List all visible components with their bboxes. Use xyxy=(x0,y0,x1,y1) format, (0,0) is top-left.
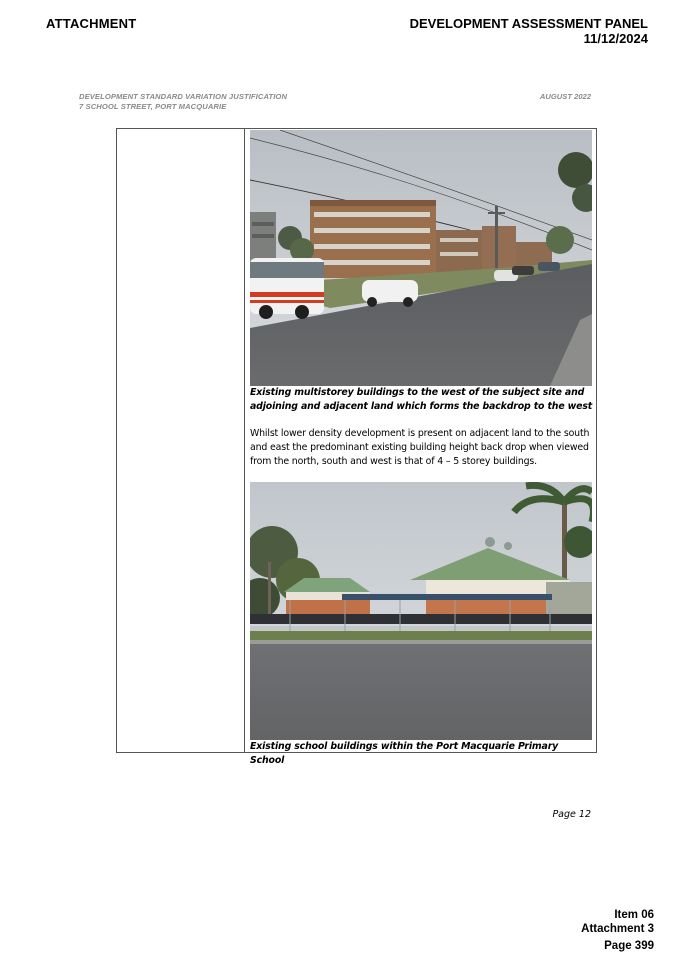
footer-attachment: Attachment 3 xyxy=(581,923,654,935)
document-date: AUGUST 2022 xyxy=(539,92,591,101)
footer-item: Item 06 xyxy=(614,909,654,921)
site-address: 7 SCHOOL STREET, PORT MACQUARIE xyxy=(79,102,227,111)
photo1-caption: Existing multistorey buildings to the west of the subject site and adjoining and adjacent land which forms the backdrop to the west xyxy=(250,387,593,412)
panel-date: 11/12/2024 xyxy=(583,31,648,46)
panel-title: DEVELOPMENT ASSESSMENT PANEL xyxy=(409,16,648,31)
document-subheader xyxy=(79,92,287,112)
column-divider xyxy=(244,129,245,752)
content-table xyxy=(116,128,597,766)
panel-heading xyxy=(410,16,648,46)
school-buildings-photo xyxy=(250,482,592,740)
footer-item-attachment xyxy=(581,908,654,936)
attachment-heading: ATTACHMENT xyxy=(46,16,137,31)
page-number: Page 12 xyxy=(552,809,591,820)
street-multistorey-photo xyxy=(250,130,592,386)
photo2-caption: Existing school buildings within the Port Macquarie Primary School xyxy=(250,741,559,766)
body-paragraph: Whilst lower density development is present on adjacent land to the south and east the predominant existing building height back drop when viewed from the north, south and west is that of 4 – 5 storey buildings. xyxy=(250,428,590,467)
document-title: DEVELOPMENT STANDARD VARIATION JUSTIFICATION xyxy=(79,92,288,101)
footer-page: Page 399 xyxy=(604,940,654,952)
